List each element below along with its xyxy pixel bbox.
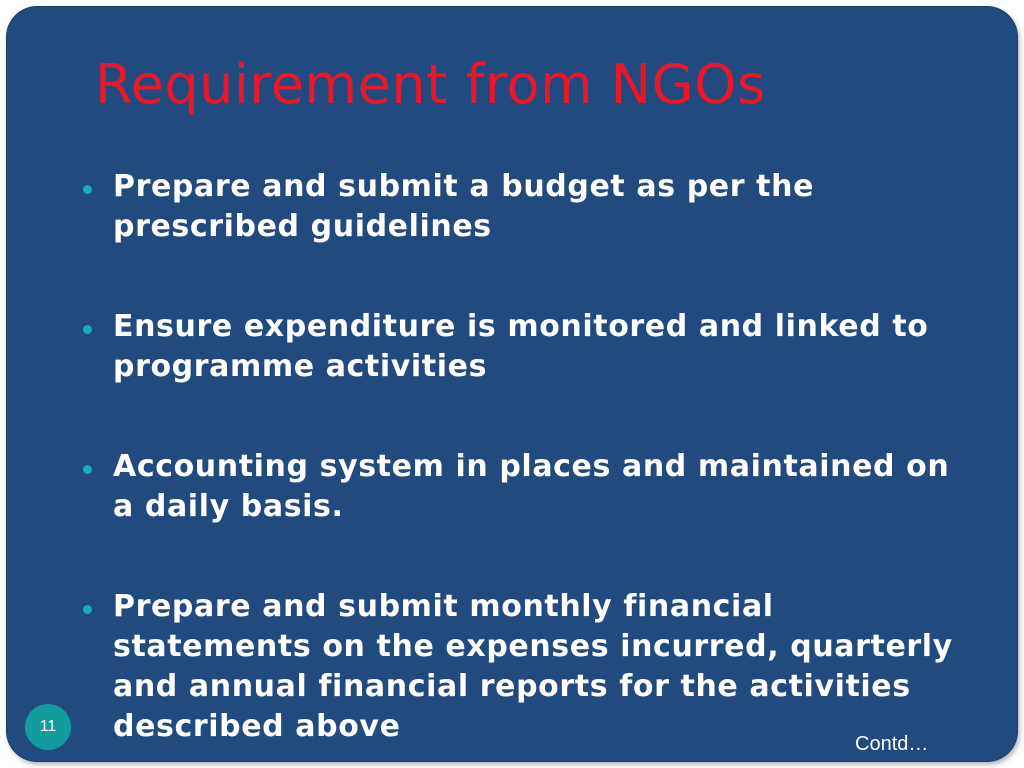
bullet-text: Prepare and submit monthly financial statements on the expenses incurred, quarterly and annual financial reports for the activities described above xyxy=(113,589,953,744)
bullet-text: Prepare and submit a budget as per the prescribed guidelines xyxy=(113,169,815,244)
bullet-dot-icon xyxy=(83,465,92,474)
bullet-text: Ensure expenditure is monitored and linked to programme activities xyxy=(113,309,929,384)
bullet-dot-icon xyxy=(83,325,92,334)
bullet-dot-icon xyxy=(83,185,92,194)
page-number-badge: 11 xyxy=(25,704,71,750)
slide-title: Requirement from NGOs xyxy=(95,53,766,116)
slide xyxy=(7,7,1017,761)
bullet-dot-icon xyxy=(83,605,92,614)
continued-label: Contd… xyxy=(855,733,929,755)
bullet-text: Accounting system in places and maintained on a daily basis. xyxy=(113,449,950,524)
